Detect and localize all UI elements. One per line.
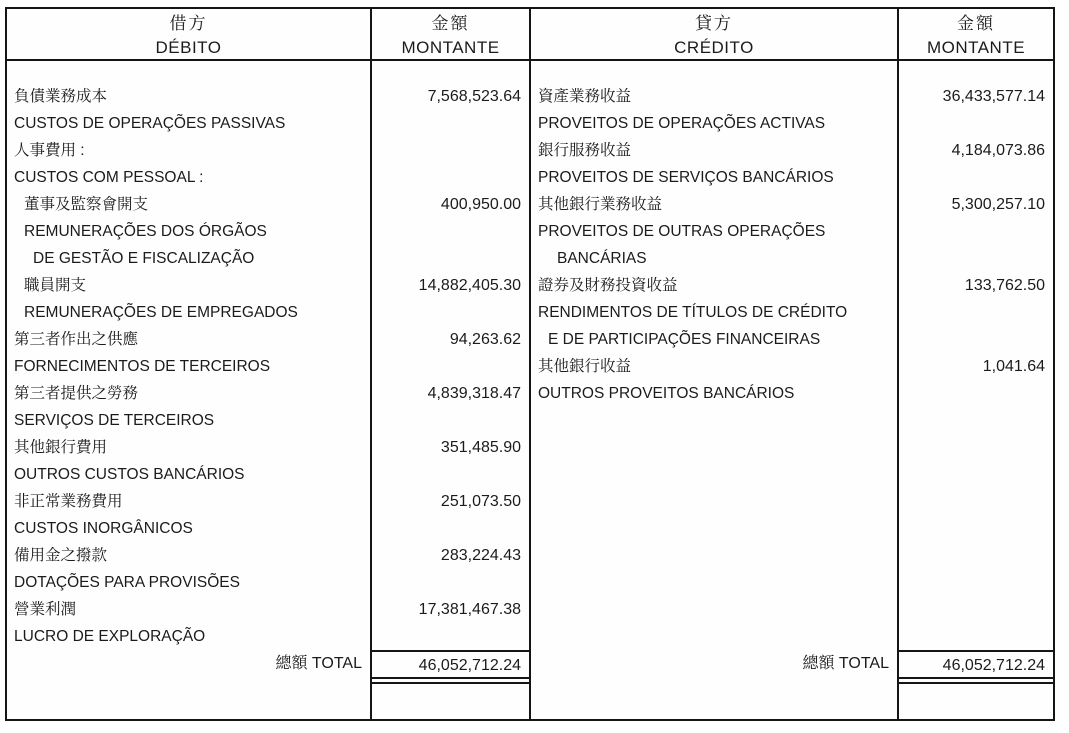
credit-amount-cell [899,569,1053,596]
debit-amount-cell [372,164,529,191]
credit-label-row [531,407,897,434]
credit-amount-cell [899,542,1053,569]
credit-label-row [531,542,897,569]
debit-label-row: FORNECIMENTOS DE TERCEIROS [14,358,271,375]
debit-amount-header-zh: 金額 [431,14,470,33]
debit-amount-cell [372,218,529,245]
debit-amount-cell [372,137,529,164]
credit-amounts-body [899,61,1053,719]
credit-amount-header [899,9,1053,61]
credit-total-box [899,650,1053,684]
debit-label-row: DE GESTÃO E FISCALIZAÇÃO [33,250,255,267]
debit-amount-cell [372,623,529,650]
debit-amount-cell: 17,381,467.38 [418,601,521,618]
credit-amount-cell: 4,184,073.86 [951,142,1045,159]
debit-amount-cell [372,353,529,380]
credit-label-row: PROVEITOS DE OPERAÇÕES ACTIVAS [538,115,826,132]
credit-amount-cell [899,245,1053,272]
debit-amount-cell [372,245,529,272]
debit-amount-cell: 4,839,318.47 [427,385,521,402]
debit-total-double-rule [372,679,529,684]
debit-amount-cell [372,299,529,326]
debit-label-row: 非正常業務費用 [14,493,123,510]
credit-labels-column [529,9,897,719]
debit-label-row: CUSTOS COM PESSOAL : [14,169,204,186]
credit-amount-cell [899,515,1053,542]
credit-header [531,9,897,61]
credit-label-row: OUTROS PROVEITOS BANCÁRIOS [538,385,795,402]
credit-amounts-column [897,9,1053,719]
debit-amount-cell [372,515,529,542]
debit-total-label: 總額 TOTAL [275,655,362,672]
debit-amount-cell [372,461,529,488]
debit-amount-cell [372,569,529,596]
debit-amount-cell: 283,224.43 [440,547,521,564]
credit-header-pt: CRÉDITO [674,38,754,57]
credit-total-label: 總額 TOTAL [802,655,889,672]
credit-amount-cell: 1,041.64 [982,358,1045,375]
debit-header-zh: 借方 [169,14,208,33]
debit-amount-cell [372,407,529,434]
credit-label-row: PROVEITOS DE OUTRAS OPERAÇÕES [538,223,826,240]
debit-label-row: CUSTOS INORGÂNICOS [14,520,193,537]
credit-amount-cell [899,488,1053,515]
debit-label-row: 其他銀行費用 [14,439,108,456]
credit-amount-cell [899,110,1053,137]
credit-label-row [531,461,897,488]
debit-labels-body [7,61,370,719]
debit-amount-header-pt: MONTANTE [401,38,500,57]
credit-amount-cell [899,461,1053,488]
debit-labels-column [7,9,370,719]
debit-amounts-column [370,9,529,719]
credit-amount-cell [899,407,1053,434]
debit-amounts-body [372,61,529,719]
debit-label-row: LUCRO DE EXPLORAÇÃO [14,628,206,645]
credit-label-row [531,434,897,461]
credit-label-row [531,596,897,623]
debit-total-amount: 46,052,712.24 [372,652,529,679]
debit-label-row: 董事及監察會開支 [24,196,149,213]
credit-amount-cell [899,380,1053,407]
credit-total-double-rule [899,679,1053,684]
credit-label-row: PROVEITOS DE SERVIÇOS BANCÁRIOS [538,169,834,186]
debit-amount-cell: 94,263.62 [449,331,521,348]
credit-amount-cell [899,434,1053,461]
credit-amount-cell: 133,762.50 [964,277,1045,294]
credit-amount-cell [899,218,1053,245]
credit-label-row [531,623,897,650]
credit-label-row: RENDIMENTOS DE TÍTULOS DE CRÉDITO [538,304,848,321]
debit-amount-header [372,9,529,61]
credit-amount-cell [899,623,1053,650]
credit-label-row: 其他銀行收益 [538,358,632,375]
credit-amount-header-pt: MONTANTE [926,38,1026,57]
credit-amount-cell: 5,300,257.10 [951,196,1045,213]
credit-amount-cell [899,164,1053,191]
credit-label-row: E DE PARTICIPAÇÕES FINANCEIRAS [548,331,821,348]
debit-header [7,9,370,61]
debit-label-row: OUTROS CUSTOS BANCÁRIOS [14,466,245,483]
debit-amount-cell [372,110,529,137]
credit-label-row [531,515,897,542]
credit-labels-body [531,61,897,719]
debit-amount-cell: 400,950.00 [440,196,521,213]
credit-amount-cell [899,299,1053,326]
credit-label-row [531,569,897,596]
debit-label-row: 職員開支 [24,277,87,294]
debit-amount-cell: 251,073.50 [440,493,521,510]
debit-label-row: CUSTOS DE OPERAÇÕES PASSIVAS [14,115,286,132]
debit-label-row: 負債業務成本 [14,88,108,105]
debit-label-row: 第三者提供之勞務 [14,385,139,402]
debit-amount-cell: 14,882,405.30 [418,277,521,294]
debit-amount-cell: 351,485.90 [440,439,521,456]
credit-label-row: BANCÁRIAS [557,250,647,267]
debit-label-row: REMUNERAÇÕES DE EMPREGADOS [24,304,298,321]
credit-header-zh: 貸方 [695,14,733,33]
credit-label-row: 其他銀行業務收益 [538,196,663,213]
credit-total-amount: 46,052,712.24 [899,652,1053,679]
debit-label-row: SERVIÇOS DE TERCEIROS [14,412,215,429]
debit-label-row: 人事費用 : [14,142,85,159]
credit-label-row: 資產業務收益 [538,88,632,105]
credit-amount-cell [899,326,1053,353]
credit-amount-cell: 36,433,577.14 [942,88,1045,105]
debit-header-pt: DÉBITO [155,38,222,57]
debit-label-row: 第三者作出之供應 [14,331,139,348]
credit-amount-cell [899,596,1053,623]
credit-amount-header-zh: 金額 [957,14,995,33]
credit-label-row: 銀行服務收益 [538,142,632,159]
credit-label-row: 證券及財務投資收益 [538,277,678,294]
debit-amount-cell: 7,568,523.64 [427,88,521,105]
debit-label-row: REMUNERAÇÕES DOS ÓRGÃOS [24,223,267,240]
debit-label-row: 備用金之撥款 [14,547,108,564]
debit-label-row: 營業利潤 [14,601,77,618]
profit-and-loss-table [5,7,1055,721]
debit-total-box [372,650,529,684]
debit-label-row: DOTAÇÕES PARA PROVISÕES [14,574,240,591]
credit-label-row [531,488,897,515]
